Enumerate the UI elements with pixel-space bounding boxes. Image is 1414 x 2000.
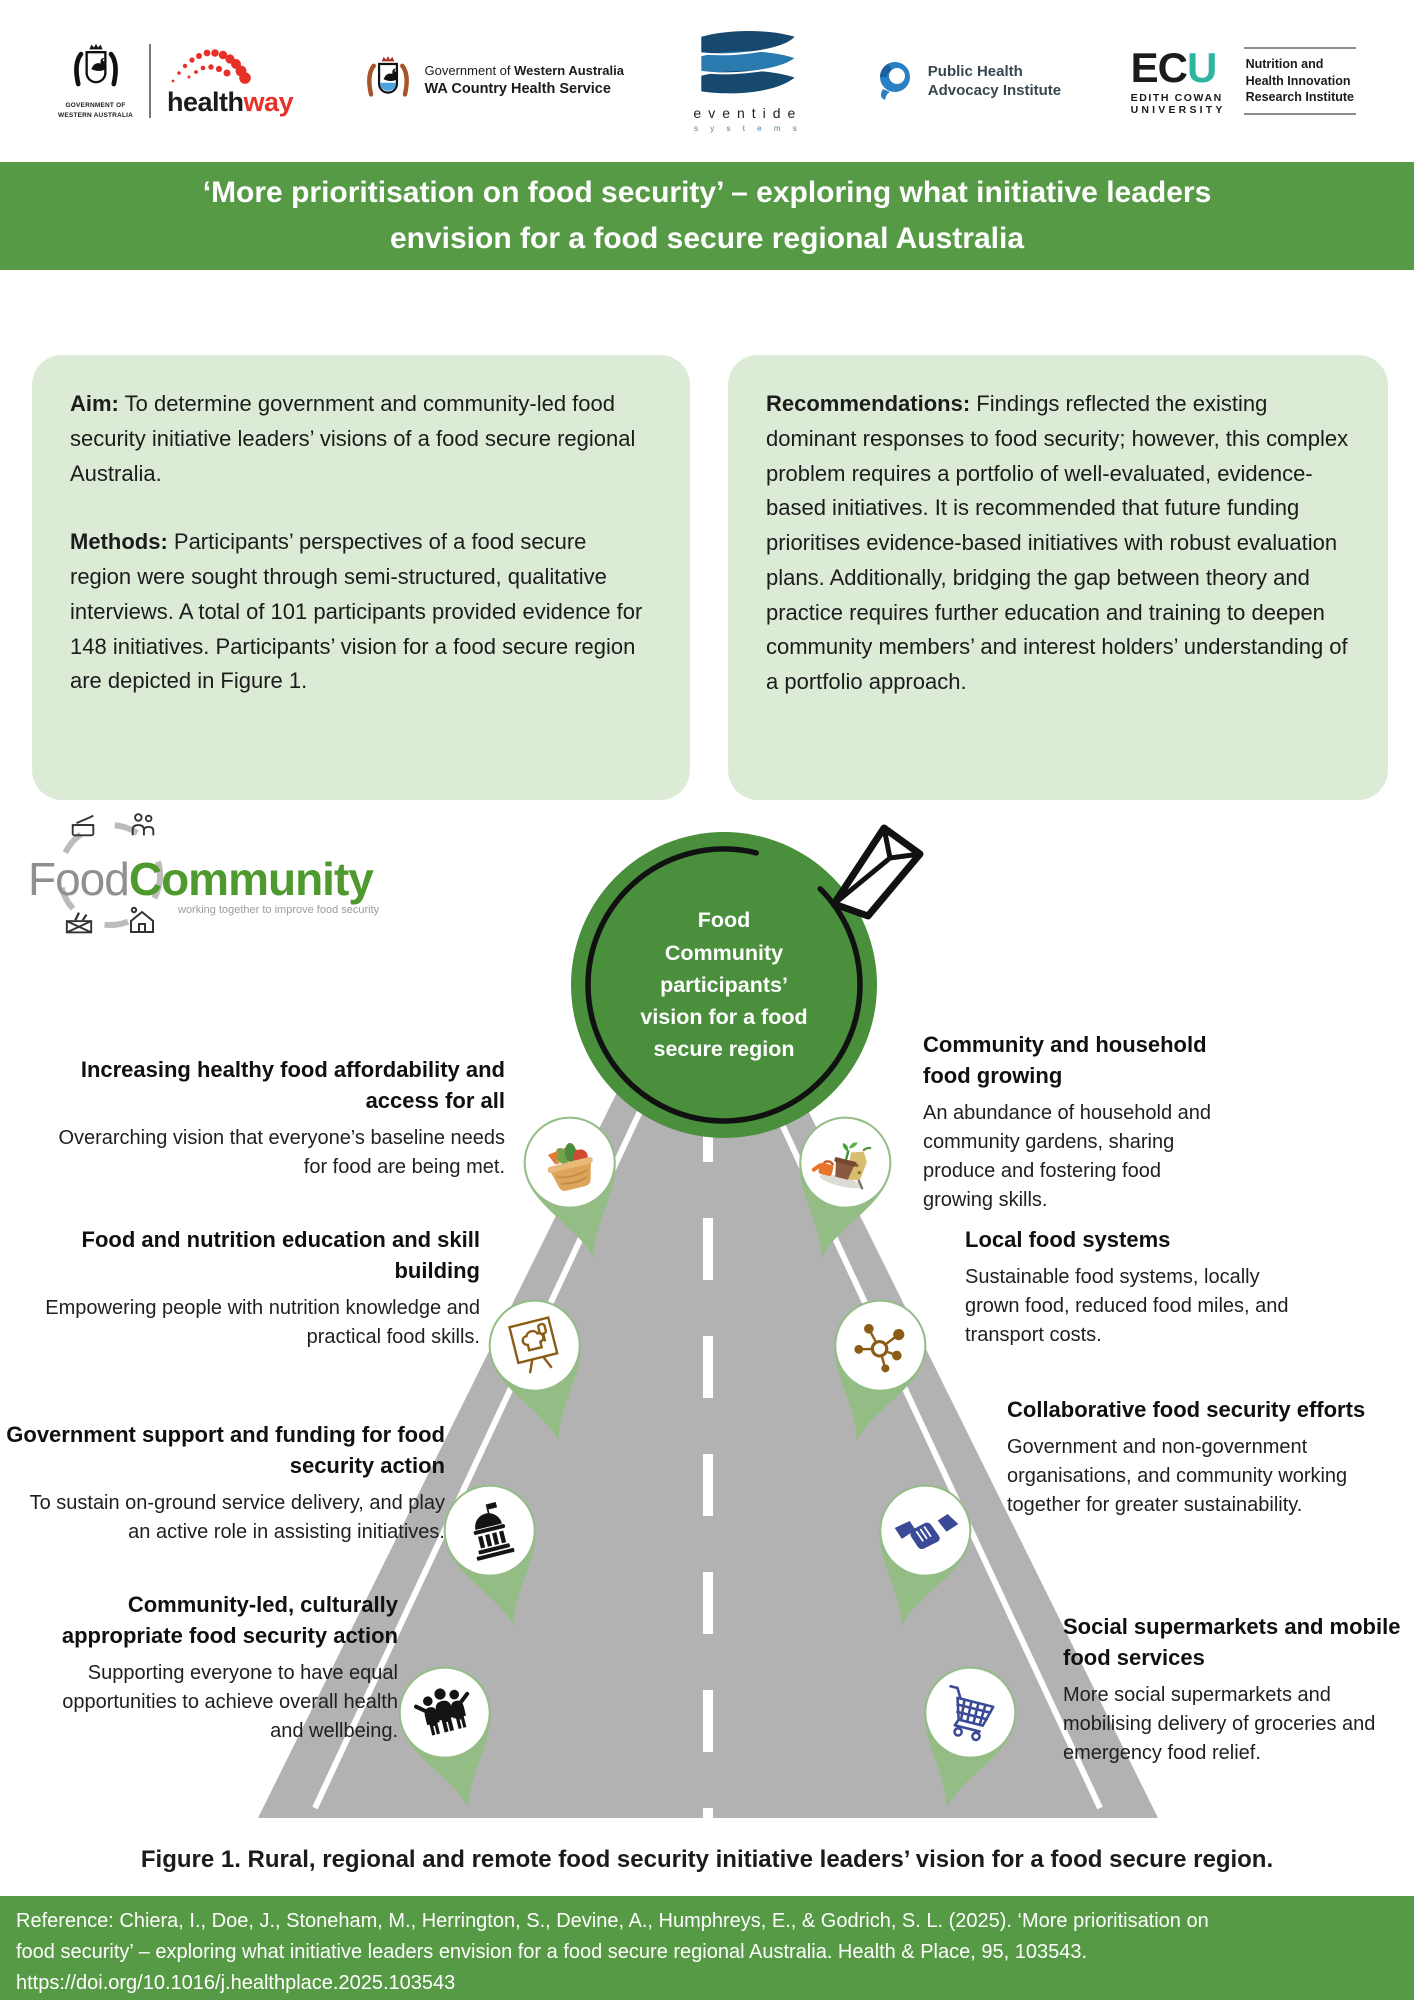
healthway-wordmark (167, 87, 293, 118)
ecu-logo-group (1130, 43, 1356, 116)
wachs-line1 (425, 62, 624, 80)
cooking-pot-icon (68, 810, 98, 840)
phai-logo-group (872, 57, 1061, 105)
item-description: Government and non-government organisations, and community working together for greater sustainability. (1007, 1435, 1348, 1516)
eventide-logo-group (693, 29, 802, 133)
item-description: Sustainable food systems, locally grown food, reduced food miles, and transport costs. (965, 1265, 1289, 1346)
poster-title-line1: ‘More prioritisation on food security’ – exploring what initiative leaders (202, 175, 1212, 209)
reference-footer (0, 1896, 1414, 2000)
ecu-ec: EC (1130, 43, 1187, 91)
nhiri-line3: Research Institute (1245, 90, 1354, 105)
healthway-logo-group (58, 41, 293, 121)
vision-line: secure region (653, 1037, 795, 1062)
healthway-dots-icon (167, 45, 251, 89)
healthway-logo (167, 45, 293, 118)
pen-icon (820, 800, 940, 920)
nhiri-line1: Nutrition and (1245, 56, 1324, 71)
figure-item-food-growing (923, 1030, 1223, 1215)
item-title: Local food systems (965, 1227, 1171, 1252)
people-icon (128, 810, 158, 840)
aim-text: To determine government and community-led food security initiative leaders’ visions of a food secure regional Australia. (70, 391, 636, 486)
ecu-university: UNIVERSITY (1130, 103, 1226, 116)
figure-item-education (20, 1225, 480, 1352)
wachs-crest-icon (363, 53, 413, 109)
aim-paragraph (70, 387, 652, 491)
eventide-systems-label: s y s t e m s (694, 124, 802, 133)
figure-item-affordability (45, 1055, 505, 1182)
ecu-wordmark (1130, 43, 1217, 91)
item-description: Supporting everyone to have equal opportunities to achieve overall health and wellbeing. (62, 1661, 398, 1742)
wa-gov-caption-line1: GOVERNMENT OF (65, 102, 126, 110)
vision-line: Food (697, 908, 751, 933)
item-description: Empowering people with nutrition knowledge and practical food skills. (45, 1296, 480, 1348)
figure-item-local-food (965, 1225, 1310, 1350)
healthway-way: way (243, 86, 294, 117)
item-title: Community and household food growing (923, 1032, 1207, 1088)
phai-text (928, 62, 1061, 101)
recommendations-text: Findings reflected the existing dominant responses to food security; however, this complex problem requires a portfolio of well-evaluated, evidence-based initiatives. It is recommended that future funding prioritises evidence-based initiatives with robust evaluation plans. Additionally, bridging the gap between theory and practice requires further education and training to deepen community members’ and interest holders’ understanding of a portfolio approach. (766, 391, 1349, 694)
figure-item-government (5, 1420, 445, 1547)
ecu-logo (1130, 43, 1226, 116)
item-description: To sustain on-ground service delivery, and play an active role in assisting initiatives. (29, 1491, 445, 1543)
wa-government-crest (58, 41, 133, 121)
foodcommunity-logo (28, 816, 418, 976)
ecu-u: U (1186, 43, 1217, 91)
wachs-service: WA Country Health Service (424, 80, 611, 97)
vision-line: participants’ (660, 972, 788, 997)
wa-gov-caption-line2: WESTERN AUSTRALIA (58, 112, 134, 119)
phai-line2: Advocacy Institute (927, 82, 1062, 99)
poster-title-line2: envision for a food secure regional Australia (389, 222, 1025, 255)
item-title: Increasing healthy food affordability and access for all (80, 1057, 505, 1113)
vision-line: vision for a food (640, 1005, 808, 1030)
logo-row (0, 0, 1414, 162)
wa-gov-caption (58, 101, 133, 121)
reference-line1: Reference: Chiera, I., Doe, J., Stoneham, M., Herrington, S., Devine, A., Humphreys, E., & Godrich, S. L. (2025). ‘More prioritisation on (16, 1910, 1209, 1932)
aim-methods-box (32, 355, 690, 800)
item-title: Social supermarkets and mobile food services (1063, 1614, 1401, 1670)
wachs-logo-group (363, 53, 624, 109)
nhiri-label (1244, 47, 1356, 116)
figure-caption: Figure 1. Rural, regional and remote food security initiative leaders’ vision for a food secure region. (140, 1846, 1274, 1873)
foodcommunity-wordmark (28, 852, 373, 906)
eventide-wordmark: eventide (693, 105, 803, 121)
vegetable-crate-icon (64, 908, 94, 938)
title-banner (0, 162, 1414, 270)
wachs-gov-prefix: Government of (424, 63, 515, 79)
aim-label: Aim: (70, 391, 119, 416)
item-title: Food and nutrition education and skill building (81, 1227, 480, 1283)
item-title: Collaborative food security efforts (1007, 1397, 1366, 1422)
healthway-health: health (167, 86, 244, 117)
phai-swirl-icon (872, 57, 918, 105)
reference-line2: food security’ – exploring what initiative leaders envision for a food secure regional Australia. Health & Place, 95, 103543. (16, 1941, 1087, 1963)
recommendations-label: Recommendations: (766, 391, 971, 416)
logo-divider (149, 44, 151, 118)
recommendations-paragraph (766, 387, 1350, 700)
figure-item-community-led (53, 1590, 398, 1746)
wachs-text (425, 62, 624, 99)
vision-line: Community (664, 940, 784, 965)
eventide-waves-icon (698, 29, 798, 101)
wa-crest-icon (69, 41, 123, 99)
foodcommunity-food: Food (28, 853, 129, 905)
nhiri-line2: Health Innovation (1245, 73, 1351, 88)
greenhouse-icon (126, 904, 158, 936)
figure-item-collaboration (1007, 1395, 1382, 1520)
ecu-edith-cowan: EDITH COWAN (1130, 91, 1223, 104)
methods-text: Participants’ perspectives of a food secure region were sought through semi-structured, qualitative interviews. A total of 101 participants provided evidence for 148 initiatives. Participants’ vision for a food secure region are depicted in Figure 1. (70, 529, 643, 694)
item-description: More social supermarkets and mobilising delivery of groceries and emergency food relief. (1063, 1683, 1376, 1764)
wachs-gov-bold: Western Australia (514, 63, 624, 79)
reference-doi: https://doi.org/10.1016/j.healthplace.2025.103543 (16, 1972, 456, 1994)
item-title: Community-led, culturally appropriate food security action (61, 1592, 398, 1648)
recommendations-box (728, 355, 1388, 800)
methods-paragraph (70, 525, 652, 699)
item-description: An abundance of household and community gardens, sharing produce and fostering food growing skills. (923, 1101, 1212, 1211)
foodcommunity-tagline: working together to improve food security (178, 904, 380, 916)
methods-label: Methods: (70, 529, 168, 555)
phai-line1: Public Health (927, 62, 1023, 80)
item-title: Government support and funding for food security action (6, 1422, 445, 1478)
figure-item-supermarkets (1063, 1612, 1403, 1768)
item-description: Overarching vision that everyone’s baseline needs for food are being met. (58, 1126, 505, 1178)
foodcommunity-community: Community (128, 853, 373, 905)
